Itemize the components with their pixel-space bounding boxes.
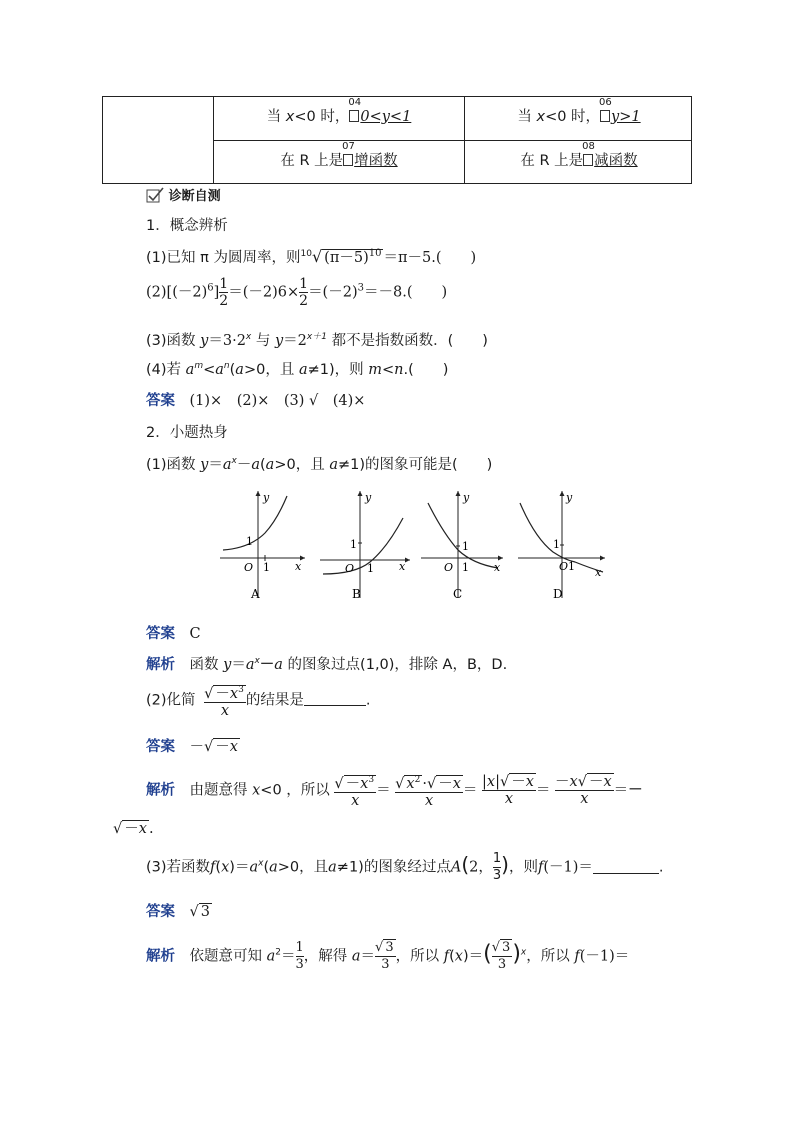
question-1-3: (3)函数 $y=3\cdot 2^x$ 与 $y=2^{x+1}$ 都不是指数函数．( ) <box>146 332 488 349</box>
question-1-4: (4)若 $a^m<a^n(a>0$，且 a≠1)，则 m<n.( ) <box>146 361 449 378</box>
svg-text:1: 1 <box>263 561 270 574</box>
svg-text:A: A <box>251 587 260 601</box>
section-header: 诊断自测 <box>146 185 221 204</box>
svg-text:O: O <box>559 560 569 573</box>
svg-text:O: O <box>244 561 254 574</box>
answer-1: 答案 (1)× (2)× (3) √ (4)× <box>146 393 366 409</box>
svg-text:x: x <box>399 560 406 573</box>
svg-text:C: C <box>453 587 463 601</box>
svg-text:y: y <box>566 491 573 504</box>
question-2-1: (1)函数 $y=a^x-a(a>0$，且 a≠1)的图象可能是( ) <box>146 456 493 473</box>
answer-2-2: 答案 －√ －x <box>146 739 238 755</box>
graph-d <box>515 488 610 607</box>
table-cell: 当 x<0 时， 04 0<y<1 <box>266 97 412 125</box>
table-divider <box>213 140 691 141</box>
table-cell: 当 x<0 时， 06 y>1 <box>517 97 641 125</box>
part1-heading: 1．概念辨析 <box>146 218 228 234</box>
question-1-2: $(2)[(-2)^6]$ $\frac{1}{2}$ ＝(－2)6× $\frac{1}{2}$ $=(-2)^3=-8$.( ) <box>146 276 448 309</box>
svg-text:1: 1 <box>367 562 374 575</box>
svg-text:1: 1 <box>462 540 469 553</box>
question-2-3: (3)若函数$f(x)=a^x(a>0$，且a≠1)的图象经过点A(2， $\frac{1}{3}$ )，则f(－1)＝ . <box>146 851 664 883</box>
explanation-2-2: 解析 由题意得 x<0 ，所以 $\frac{√ -x^3}{x}$ ＝ $\frac{√ x^2 \cdot√ -x}{x}$ ＝ $\frac{|x|√ -x}{x}$ ＝ $\frac{-x√ -x}{x}$ ＝－ <box>146 773 643 809</box>
graph-b <box>315 488 415 607</box>
svg-text:y: y <box>365 491 372 504</box>
checkbox-check-icon <box>146 187 164 203</box>
explanation-2-1: 解析 函数 $y=a^x-a$ 的图象过点(1,0)，排除 A，B，D. <box>146 656 508 673</box>
question-2-2: (2)化简 $\frac{√ -x^3}{x}$ 的结果是 . <box>146 685 371 719</box>
svg-text:1: 1 <box>246 535 253 548</box>
answer-label: 答案 <box>146 393 175 409</box>
svg-text:1: 1 <box>553 538 560 551</box>
explanation-label: 解析 <box>146 782 175 799</box>
svg-text:B: B <box>352 587 361 601</box>
explanation-label: 解析 <box>146 948 175 965</box>
svg-text:x: x <box>295 560 302 573</box>
svg-text:O: O <box>444 561 454 574</box>
part2-heading: 2．小题热身 <box>146 425 228 441</box>
svg-text:x: x <box>494 561 501 574</box>
svg-text:y: y <box>463 491 470 504</box>
property-table <box>102 96 692 184</box>
graph-c <box>418 488 508 607</box>
answer-label: 答案 <box>146 904 175 920</box>
table-cell: 在 R 上是 08 减函数 <box>520 141 638 169</box>
answer-label: 答案 <box>146 626 175 642</box>
svg-text:1: 1 <box>462 561 469 574</box>
graph-a <box>215 488 310 607</box>
explanation-2-2-cont: √ －x . <box>113 821 154 837</box>
explanation-2-3: 解析 依题意可知 $a^2=$ $\frac{1}{3}$ ，解得 a＝ $\frac{√ 3}{3}$ ，所以 f(x)＝( $\frac{√ 3}{3}$ )$^x$，所以 f(－1)＝ <box>146 940 630 972</box>
svg-text:1: 1 <box>568 560 575 573</box>
svg-text:1: 1 <box>350 538 357 551</box>
answer-2-1: 答案 C <box>146 626 201 642</box>
answer-2-3: 答案 √ 3 <box>146 904 210 920</box>
question-1-1: (1)已知 π 为圆周率，则$^{10}$√ $(\pi-5)^{10} =\pi-5$.( ) <box>146 247 477 266</box>
svg-text:D: D <box>553 587 563 601</box>
svg-text:y: y <box>263 491 270 504</box>
svg-text:O: O <box>345 562 355 575</box>
svg-text:x: x <box>595 566 602 579</box>
answer-label: 答案 <box>146 739 175 755</box>
table-cell: 在 R 上是 07 增函数 <box>280 141 398 169</box>
explanation-label: 解析 <box>146 657 175 673</box>
